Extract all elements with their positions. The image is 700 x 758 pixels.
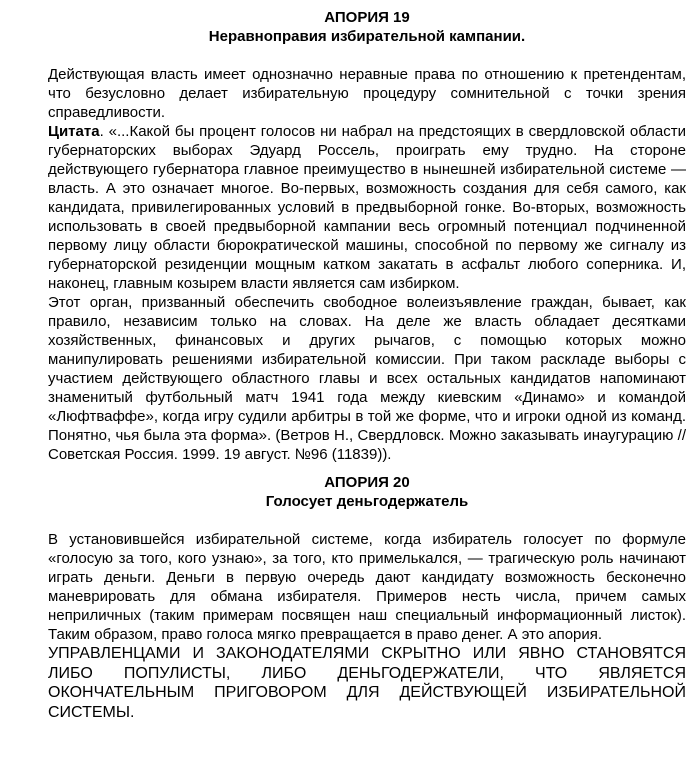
aporia-19-subtitle: Неравноправия избирательной кампании. (208, 28, 526, 45)
aporia-19-title: АПОРИЯ 19 (324, 9, 410, 26)
aporia-19-continuation: Этот орган, призванный обеспечить свободное волеизъявление граждан, бывает, как правило, независим только на словах. На деле же власть обладает десятками хозяйственных, финансовых и других рычагов, с помощью которых можно манипулировать решениями избирательной комиссии. При таком раскладе выборы с участием действующего областного главы и всех остальных кандидатов напоминают знаменитый футбольный матч 1941 года между киевским «Динамо» и командой «Люфтваффе», когда игру судили арбитры в той же форме, что и игроки одной из команд. Понятно, чья была эта форма». (Ветров Н., Свердловск. Можно заказывать инаугурацию // Советская Россия. 1999. 19 август. №96 (11839)). (48, 294, 686, 463)
aporia-19-quote (48, 122, 686, 293)
aporia-20-subtitle: Голосует деньгодержатель (265, 493, 469, 510)
aporia-20-title: АПОРИЯ 20 (324, 474, 410, 491)
spacer (48, 46, 686, 65)
document-page (48, 0, 686, 722)
aporia-20-section (48, 473, 686, 722)
aporia-19-section (48, 8, 686, 464)
quote-text: . «...Какой бы процент голосов ни набрал на предстоящих в свердловской области губернаторских выборах Эдуард Россель, проиграть ему трудно. На стороне действующего губернатора главное преимущество в нынешней избирательной системе — власть. А это означает многое. Во-первых, возможность создания для себя самого, как кандидата, привилегированных условий в предвыборной гонке. Во-вторых, возможность использовать в своей предвыборной кампании весь огромный потенциал подчиненной первому лицу области бюрократической машины, способной по первому же сигналу из губернаторской резиденции мощным катком закатать в асфальт любого соперника. И, наконец, главным козырем власти является сам избирком. (48, 123, 686, 292)
aporia-20-body: В установившейся избирательной системе, когда избиратель голосует по формуле «голосую за того, кого узнаю», за того, кто примелькался, — трагическую роль начинают играть деньги. Деньги в первую очередь дают кандидату возможность бесконечно маневрировать для обмана избирателя. Примеров несть числа, причем самых неприличных (таким примерам посвящен наш специальный информационный листок). Таким образом, право голоса мягко превращается в право денег. А это апория. (48, 531, 686, 643)
quote-label: Цитата (48, 123, 100, 140)
spacer (48, 511, 686, 530)
aporia-20-conclusion: УПРАВЛЕНЦАМИ И ЗАКОНОДАТЕЛЯМИ СКРЫТНО ИЛИ ЯВНО СТАНОВЯТСЯ ЛИБО ПОПУЛИСТЫ, ЛИБО ДЕНЬГОДЕРЖАТЕЛИ, ЧТО ЯВЛЯЕТСЯ ОКОНЧАТЕЛЬНЫМ ПРИГОВОРОМ ДЛЯ ДЕЙСТВУЮЩЕЙ ИЗБИРАТЕЛЬНОЙ СИСТЕМЫ. (48, 645, 686, 721)
aporia-19-intro: Действующая власть имеет однозначно неравные права по отношению к претендентам, что безусловно делает избирательную процедуру сомнительной с точки зрения справедливости. (48, 66, 686, 121)
